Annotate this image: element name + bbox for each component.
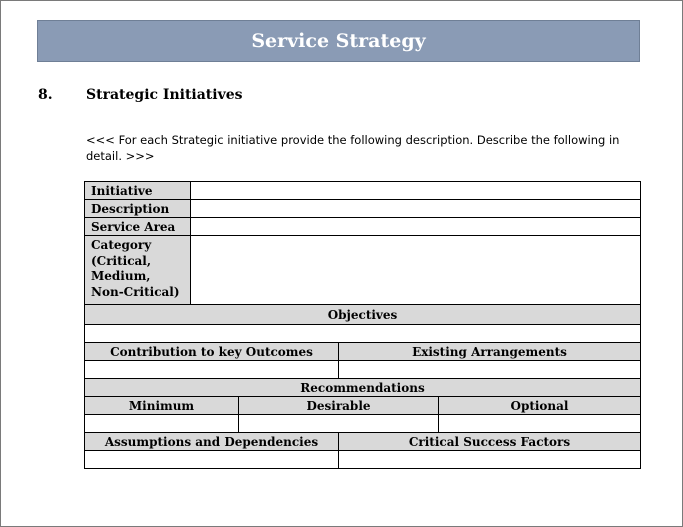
document-title: Service Strategy xyxy=(37,20,640,62)
desirable-field[interactable] xyxy=(239,415,439,433)
service-area-field[interactable] xyxy=(191,218,641,236)
existing-arrangements-field[interactable] xyxy=(339,361,641,379)
objectives-field[interactable] xyxy=(85,325,641,343)
critical-success-factors-header: Critical Success Factors xyxy=(339,433,641,451)
optional-field[interactable] xyxy=(439,415,641,433)
category-field[interactable] xyxy=(191,236,641,305)
initiative-label: Initiative xyxy=(85,182,191,200)
desirable-header: Desirable xyxy=(239,397,439,415)
assumptions-field[interactable] xyxy=(85,451,339,469)
section-title: Strategic Initiatives xyxy=(86,87,243,103)
objectives-header: Objectives xyxy=(85,305,641,325)
contribution-header: Contribution to key Outcomes xyxy=(85,343,339,361)
description-field[interactable] xyxy=(191,200,641,218)
instruction-text: <<< For each Strategic initiative provide the following description. Describe the following in detail. >>> xyxy=(86,133,620,163)
critical-success-factors-field[interactable] xyxy=(339,451,641,469)
category-label: Category (Critical, Medium, Non-Critical) xyxy=(85,236,191,305)
description-label: Description xyxy=(85,200,191,218)
minimum-header: Minimum xyxy=(85,397,239,415)
section-number: 8. xyxy=(38,87,53,103)
recommendations-header: Recommendations xyxy=(85,379,641,397)
service-area-label: Service Area xyxy=(85,218,191,236)
existing-arrangements-header: Existing Arrangements xyxy=(339,343,641,361)
optional-header: Optional xyxy=(439,397,641,415)
strategic-initiative-form xyxy=(84,181,641,469)
minimum-field[interactable] xyxy=(85,415,239,433)
contribution-field[interactable] xyxy=(85,361,339,379)
assumptions-header: Assumptions and Dependencies xyxy=(85,433,339,451)
initiative-field[interactable] xyxy=(191,182,641,200)
